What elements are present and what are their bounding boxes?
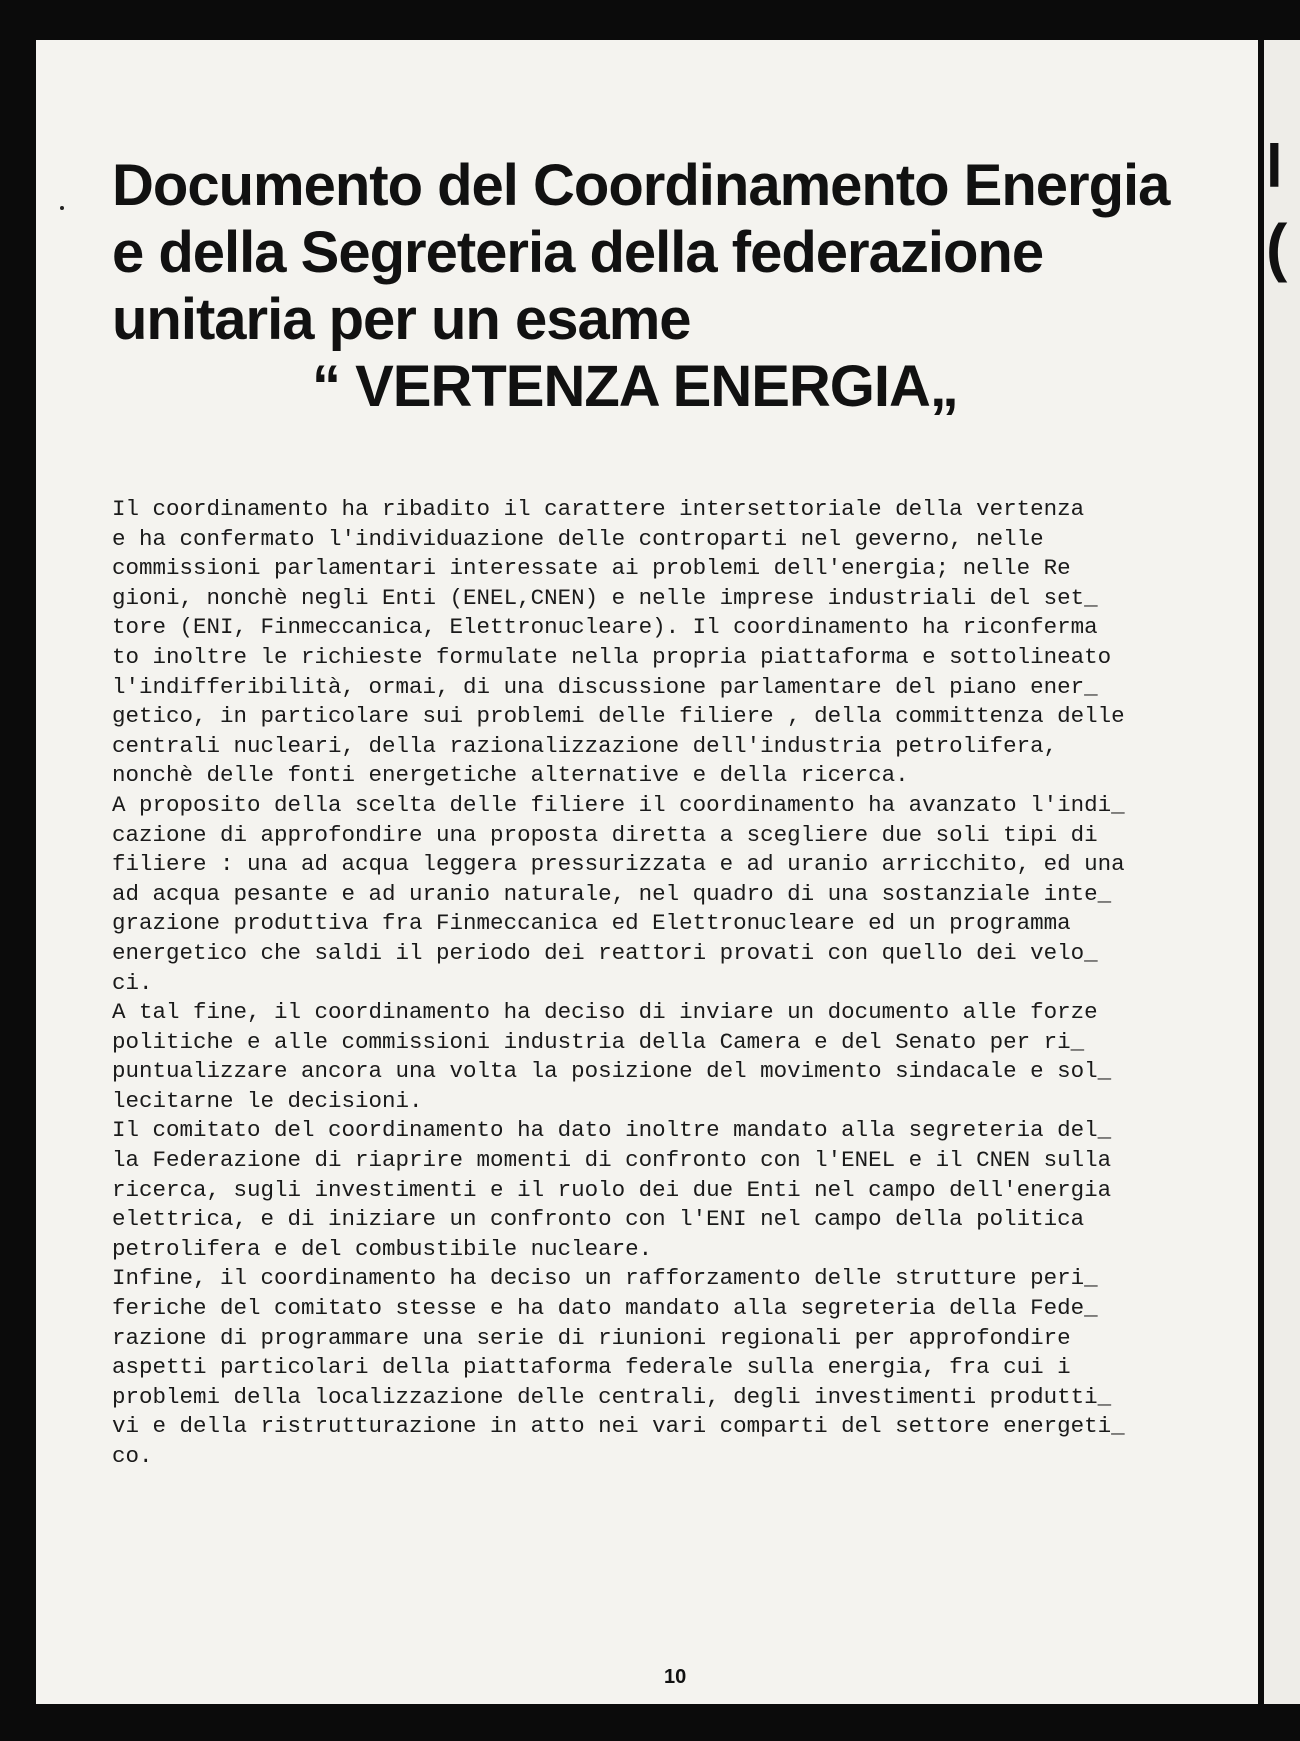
body-line: getico, in particolare sui problemi delle filiere , della committenza delle xyxy=(112,703,1125,730)
headline-line-4: “ VERTENZA ENERGIA„ xyxy=(312,354,958,419)
body-line: centrali nucleari, della razionalizzazione dell'industria petrolifera, xyxy=(112,732,1058,759)
body-line: vi e della ristrutturazione in atto nei vari comparti del settore energeti_ xyxy=(112,1413,1125,1440)
adjacent-page-edge xyxy=(1264,40,1300,1704)
body-line: Infine, il coordinamento ha deciso un rafforzamento delle strutture peri_ xyxy=(112,1265,1098,1292)
headline-line-3: unitaria per un esame xyxy=(112,287,691,352)
adjacent-page-fragment: ( xyxy=(1266,211,1288,283)
body-line: energetico che saldi il periodo dei reattori provati con quello dei velo_ xyxy=(112,939,1098,966)
body-line: ad acqua pesante e ad uranio naturale, nel quadro di una sostanziale inte_ xyxy=(112,880,1112,907)
headline-line-1: Documento del Coordinamento Energia xyxy=(112,153,1170,218)
body-line: tore (ENI, Finmeccanica, Elettronucleare). Il coordinamento ha riconferma xyxy=(112,614,1098,641)
body-line: feriche del comitato stesse e ha dato mandato alla segreteria della Fede_ xyxy=(112,1295,1098,1322)
headline-line-2: e della Segreteria della federazione xyxy=(112,220,1044,285)
body-line: to inoltre le richieste formulate nella propria piattaforma e sottolineato xyxy=(112,643,1112,670)
headline xyxy=(112,152,1258,420)
body-text xyxy=(112,495,1258,1472)
adjacent-page-fragment: l xyxy=(1266,133,1283,200)
body-line: co. xyxy=(112,1443,153,1469)
body-line: Il coordinamento ha ribadito il carattere intersettoriale della vertenza xyxy=(112,496,1085,522)
body-line: l'indifferibilità, ormai, di una discussione parlamentare del piano ener_ xyxy=(112,673,1098,700)
body-line: e ha confermato l'individuazione delle controparti nel geverno, nelle xyxy=(112,525,1044,552)
body-line: ricerca, sugli investimenti e il ruolo dei due Enti nel campo dell'energia xyxy=(112,1176,1112,1203)
body-line: razione di programmare una serie di riunioni regionali per approfondire xyxy=(112,1324,1071,1351)
body-line: puntualizzare ancora una volta la posizione del movimento sindacale e sol_ xyxy=(112,1058,1112,1085)
body-line: problemi della localizzazione delle centrali, degli investimenti produtti_ xyxy=(112,1383,1112,1410)
page-number: 10 xyxy=(664,1666,687,1688)
body-line: commissioni parlamentari interessate ai problemi dell'energia; nelle Re xyxy=(112,555,1071,582)
body-line: petrolifera e del combustibile nucleare. xyxy=(112,1235,653,1262)
body-line: nonchè delle fonti energetiche alternative e della ricerca. xyxy=(112,762,909,789)
document-page xyxy=(36,40,1258,1704)
body-line: politiche e alle commissioni industria della Camera e del Senato per ri_ xyxy=(112,1028,1085,1055)
body-line: A tal fine, il coordinamento ha deciso di inviare un documento alle forze xyxy=(112,999,1098,1026)
body-line: cazione di approfondire una proposta diretta a scegliere due soli tipi di xyxy=(112,821,1098,848)
body-line: lecitarne le decisioni. xyxy=(112,1087,423,1114)
body-line: gioni, nonchè negli Enti (ENEL,CNEN) e nelle imprese industriali del set_ xyxy=(112,584,1098,611)
body-line: la Federazione di riaprire momenti di confronto con l'ENEL e il CNEN sulla xyxy=(112,1147,1112,1174)
body-line: elettrica, e di iniziare un confronto con l'ENI nel campo della politica xyxy=(112,1206,1085,1233)
body-line: grazione produttiva fra Finmeccanica ed Elettronucleare ed un programma xyxy=(112,910,1071,937)
body-line: filiere : una ad acqua leggera pressurizzata e ad uranio arricchito, ed una xyxy=(112,851,1125,878)
body-line: Il comitato del coordinamento ha dato inoltre mandato alla segreteria del_ xyxy=(112,1117,1112,1144)
body-line: A proposito della scelta delle filiere il coordinamento ha avanzato l'indi_ xyxy=(112,791,1125,818)
stray-mark xyxy=(60,206,64,210)
body-line: ci. xyxy=(112,969,153,996)
body-line: aspetti particolari della piattaforma federale sulla energia, fra cui i xyxy=(112,1354,1071,1381)
